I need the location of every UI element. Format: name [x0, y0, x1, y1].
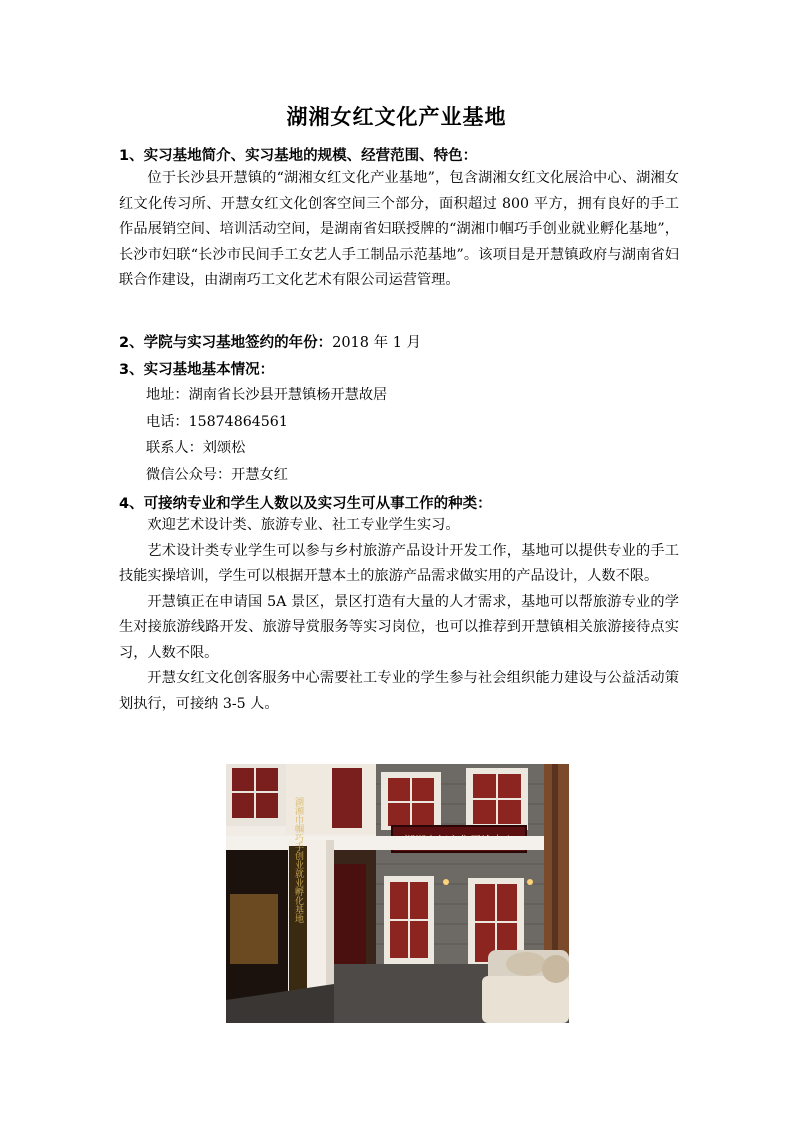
section-3-heading: 3、实习基地基本情况：	[119, 362, 275, 378]
section-1-body	[119, 166, 679, 294]
plaque-text: 湖湘巾帼巧手创业就业孵化基地	[293, 797, 303, 923]
wechat-line: 微信公众号：开慧女红	[146, 467, 288, 483]
base-interior-photo	[226, 764, 569, 1023]
page-title: 湖湘女红文化产业基地	[286, 105, 507, 129]
section-4-paragraph: 欢迎艺术设计类、旅游专业、社工专业学生实习。	[147, 517, 460, 533]
address-line: 地址：湖南省长沙县开慧镇杨开慧故居	[146, 387, 388, 403]
section-4-paragraph: 开慧女红文化创客服务中心需要社工专业的学生参与社会组织能力建设与公益活动策划执行，可接纳 3-5 人。	[119, 670, 679, 712]
section-4-paragraph: 开慧镇正在申请国 5A 景区，景区打造有大量的人才需求，基地可以帮旅游专业的学生对接旅游线路开发、旅游导赏服务等实习岗位，也可以推荐到开慧镇相关旅游接待点实习，人数不限。	[119, 593, 679, 661]
phone-line: 电话：15874864561	[146, 414, 288, 430]
contact-line: 联系人：刘颂松	[146, 440, 246, 456]
section-4-body	[119, 513, 679, 717]
section-4-heading: 4、可接纳专业和学生人数以及实习生可从事工作的种类：	[119, 496, 492, 512]
section-1-paragraph: 位于长沙县开慧镇的“湖湘女红文化产业基地”，包含湖湘女红文化展洽中心、湖湘女红文化传习所、开慧女红文化创客空间三个部分，面积超过 800 平方，拥有良好的手工作品展销空间、培训活动空间，是湖南省妇联授牌的“湖湘巾帼巧手创业就业孵化基地”，长沙市妇联“长沙市民间手工女艺人手工制品示范基地”。该项目是开慧镇政府与湖南省妇联合作建设，由湖南巧工文化艺术有限公司运营管理。	[119, 170, 679, 288]
section-1-heading: 1、实习基地简介、实习基地的规模、经营范围、特色：	[119, 148, 478, 164]
section-2-label: 2、学院与实习基地签约的年份：	[119, 335, 333, 351]
section-2-heading	[119, 331, 421, 352]
section-4-paragraph: 艺术设计类专业学生可以参与乡村旅游产品设计开发工作，基地可以提供专业的手工技能实操培训，学生可以根据开慧本土的旅游产品需求做实用的产品设计，人数不限。	[119, 542, 679, 584]
section-2-value: 2018 年 1 月	[332, 335, 422, 351]
